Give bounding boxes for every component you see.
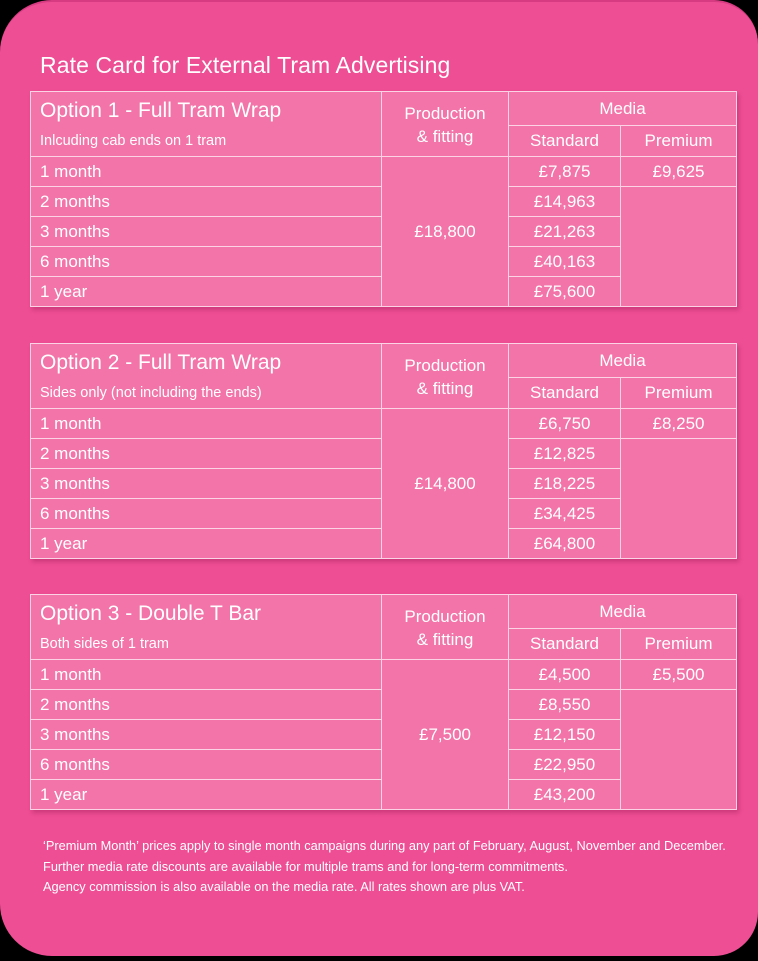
standard-price: £64,800	[509, 529, 621, 559]
period-cell: 1 year	[31, 277, 382, 307]
period-cell: 3 months	[31, 217, 382, 247]
premium-header: Premium	[621, 378, 737, 409]
production-header-line2: & fitting	[416, 630, 474, 649]
production-header-line2: & fitting	[416, 379, 474, 398]
option-header	[31, 595, 382, 660]
footnote-discounts: Further media rate discounts are available for multiple trams and for long-term commitments.	[43, 858, 568, 874]
option-header	[31, 92, 382, 157]
production-header	[382, 92, 509, 157]
standard-price: £12,825	[509, 439, 621, 469]
production-price: £18,800	[382, 157, 509, 307]
standard-price: £4,500	[509, 660, 621, 690]
option-2-table	[30, 343, 737, 559]
period-cell: 6 months	[31, 247, 382, 277]
option-subtitle: Inlcuding cab ends on 1 tram	[40, 133, 227, 149]
standard-price: £7,875	[509, 157, 621, 187]
period-cell: 3 months	[31, 720, 382, 750]
production-header-line1: Production	[404, 104, 486, 123]
standard-price: £34,425	[509, 499, 621, 529]
production-price: £14,800	[382, 409, 509, 559]
option-subtitle: Both sides of 1 tram	[40, 636, 169, 652]
option-header	[31, 344, 382, 409]
media-header: Media	[509, 92, 737, 126]
standard-price: £40,163	[509, 247, 621, 277]
period-cell: 2 months	[31, 439, 382, 469]
premium-empty-cell	[621, 690, 737, 810]
production-header	[382, 344, 509, 409]
footnote-premium: ‘Premium Month’ prices apply to single month campaigns during any part of February, August, November and December.	[43, 838, 726, 853]
period-cell: 6 months	[31, 499, 382, 529]
standard-price: £22,950	[509, 750, 621, 780]
table-row	[31, 409, 737, 439]
period-cell: 1 month	[31, 660, 382, 690]
footnotes	[43, 836, 733, 898]
media-header: Media	[509, 344, 737, 378]
period-cell: 1 month	[31, 157, 382, 187]
production-header-line1: Production	[404, 607, 486, 626]
premium-price: £5,500	[621, 660, 737, 690]
period-cell: 3 months	[31, 469, 382, 499]
standard-header: Standard	[509, 629, 621, 660]
standard-header: Standard	[509, 126, 621, 157]
premium-empty-cell	[621, 439, 737, 559]
option-3-table	[30, 594, 737, 810]
option-subtitle: Sides only (not including the ends)	[40, 385, 262, 401]
standard-price: £18,225	[509, 469, 621, 499]
period-cell: 1 month	[31, 409, 382, 439]
period-cell: 2 months	[31, 690, 382, 720]
period-cell: 2 months	[31, 187, 382, 217]
standard-price: £12,150	[509, 720, 621, 750]
footnote-commission: Agency commission is also available on the media rate. All rates shown are plus VAT.	[43, 879, 525, 894]
standard-header: Standard	[509, 378, 621, 409]
option-title: Option 1 - Full Tram Wrap	[40, 99, 282, 122]
premium-header: Premium	[621, 629, 737, 660]
media-header: Media	[509, 595, 737, 629]
premium-price: £8,250	[621, 409, 737, 439]
page-title: Rate Card for External Tram Advertising	[40, 52, 451, 78]
option-title: Option 3 - Double T Bar	[40, 602, 262, 625]
premium-empty-cell	[621, 187, 737, 307]
production-price: £7,500	[382, 660, 509, 810]
premium-price: £9,625	[621, 157, 737, 187]
standard-price: £14,963	[509, 187, 621, 217]
standard-price: £6,750	[509, 409, 621, 439]
option-1-table	[30, 91, 737, 307]
production-header	[382, 595, 509, 660]
production-header-line1: Production	[404, 356, 486, 375]
standard-price: £21,263	[509, 217, 621, 247]
period-cell: 1 year	[31, 529, 382, 559]
option-title: Option 2 - Full Tram Wrap	[40, 351, 282, 374]
premium-header: Premium	[621, 126, 737, 157]
table-row	[31, 157, 737, 187]
standard-price: £8,550	[509, 690, 621, 720]
standard-price: £75,600	[509, 277, 621, 307]
period-cell: 1 year	[31, 780, 382, 810]
period-cell: 6 months	[31, 750, 382, 780]
standard-price: £43,200	[509, 780, 621, 810]
table-row	[31, 660, 737, 690]
production-header-line2: & fitting	[416, 127, 474, 146]
